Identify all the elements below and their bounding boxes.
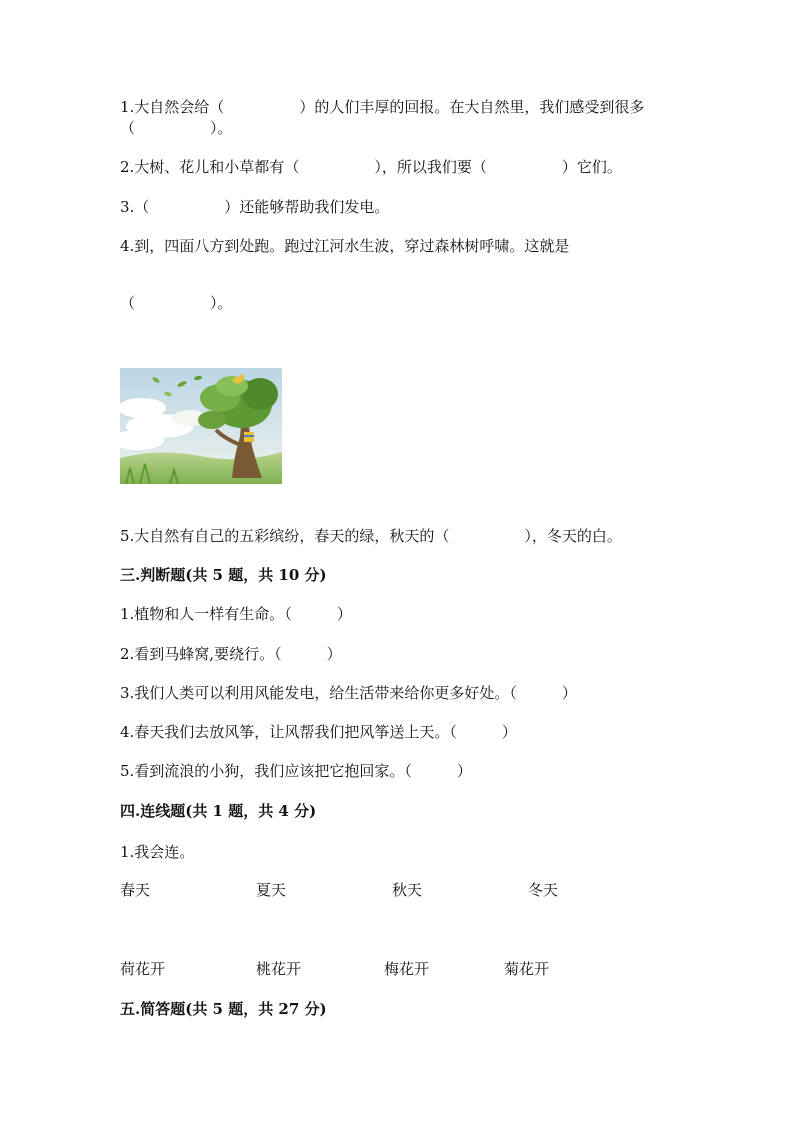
section-5-heading: 五.简答题(共 5 题，共 27 分): [120, 1000, 327, 1018]
judge-item-1: 1.植物和人一样有生命。（ ）: [120, 605, 352, 623]
season-summer: 夏天: [256, 881, 287, 899]
question-4-line-1: 4.到，四面八方到处跑。跑过江河水生波，穿过森林树呼啸。这就是: [120, 237, 570, 255]
judge-item-4: 4.春天我们去放风筝，让风帮我们把风筝送上天。（ ）: [120, 723, 517, 741]
question-4-line-2: （ ）。: [120, 294, 233, 312]
season-autumn: 秋天: [392, 881, 423, 899]
flower-lotus: 荷花开: [120, 960, 166, 978]
section-4-heading: 四.连线题(共 1 题，共 4 分): [120, 802, 317, 820]
question-3: 3.（ ）还能够帮助我们发电。: [120, 198, 390, 216]
flower-plum: 梅花开: [384, 960, 430, 978]
matching-question: 1.我会连。: [120, 843, 195, 861]
season-spring: 春天: [120, 881, 151, 899]
judge-item-3: 3.我们人类可以利用风能发电，给生活带来给你更多好处。（ ）: [120, 684, 577, 702]
judge-item-5: 5.看到流浪的小狗，我们应该把它抱回家。（ ）: [120, 762, 472, 780]
section-3-heading: 三.判断题(共 5 题，共 10 分): [120, 566, 327, 584]
flower-peach: 桃花开: [256, 960, 302, 978]
question-2: 2.大树、花儿和小草都有（ ），所以我们要（ ）它们。: [120, 158, 622, 176]
tree-illustration: [120, 368, 282, 484]
question-5: 5.大自然有自己的五彩缤纷，春天的绿，秋天的（ ），冬天的白。: [120, 527, 622, 545]
flower-chrysanthemum: 菊花开: [504, 960, 550, 978]
tree-wind-image: [120, 368, 282, 484]
season-winter: 冬天: [528, 881, 559, 899]
question-1-line-2: （ ）。: [120, 119, 233, 137]
judge-item-2: 2.看到马蜂窝,要绕行。（ ）: [120, 645, 342, 663]
question-1-line-1: 1.大自然会给（ ）的人们丰厚的回报。在大自然里，我们感受到很多: [120, 98, 645, 116]
